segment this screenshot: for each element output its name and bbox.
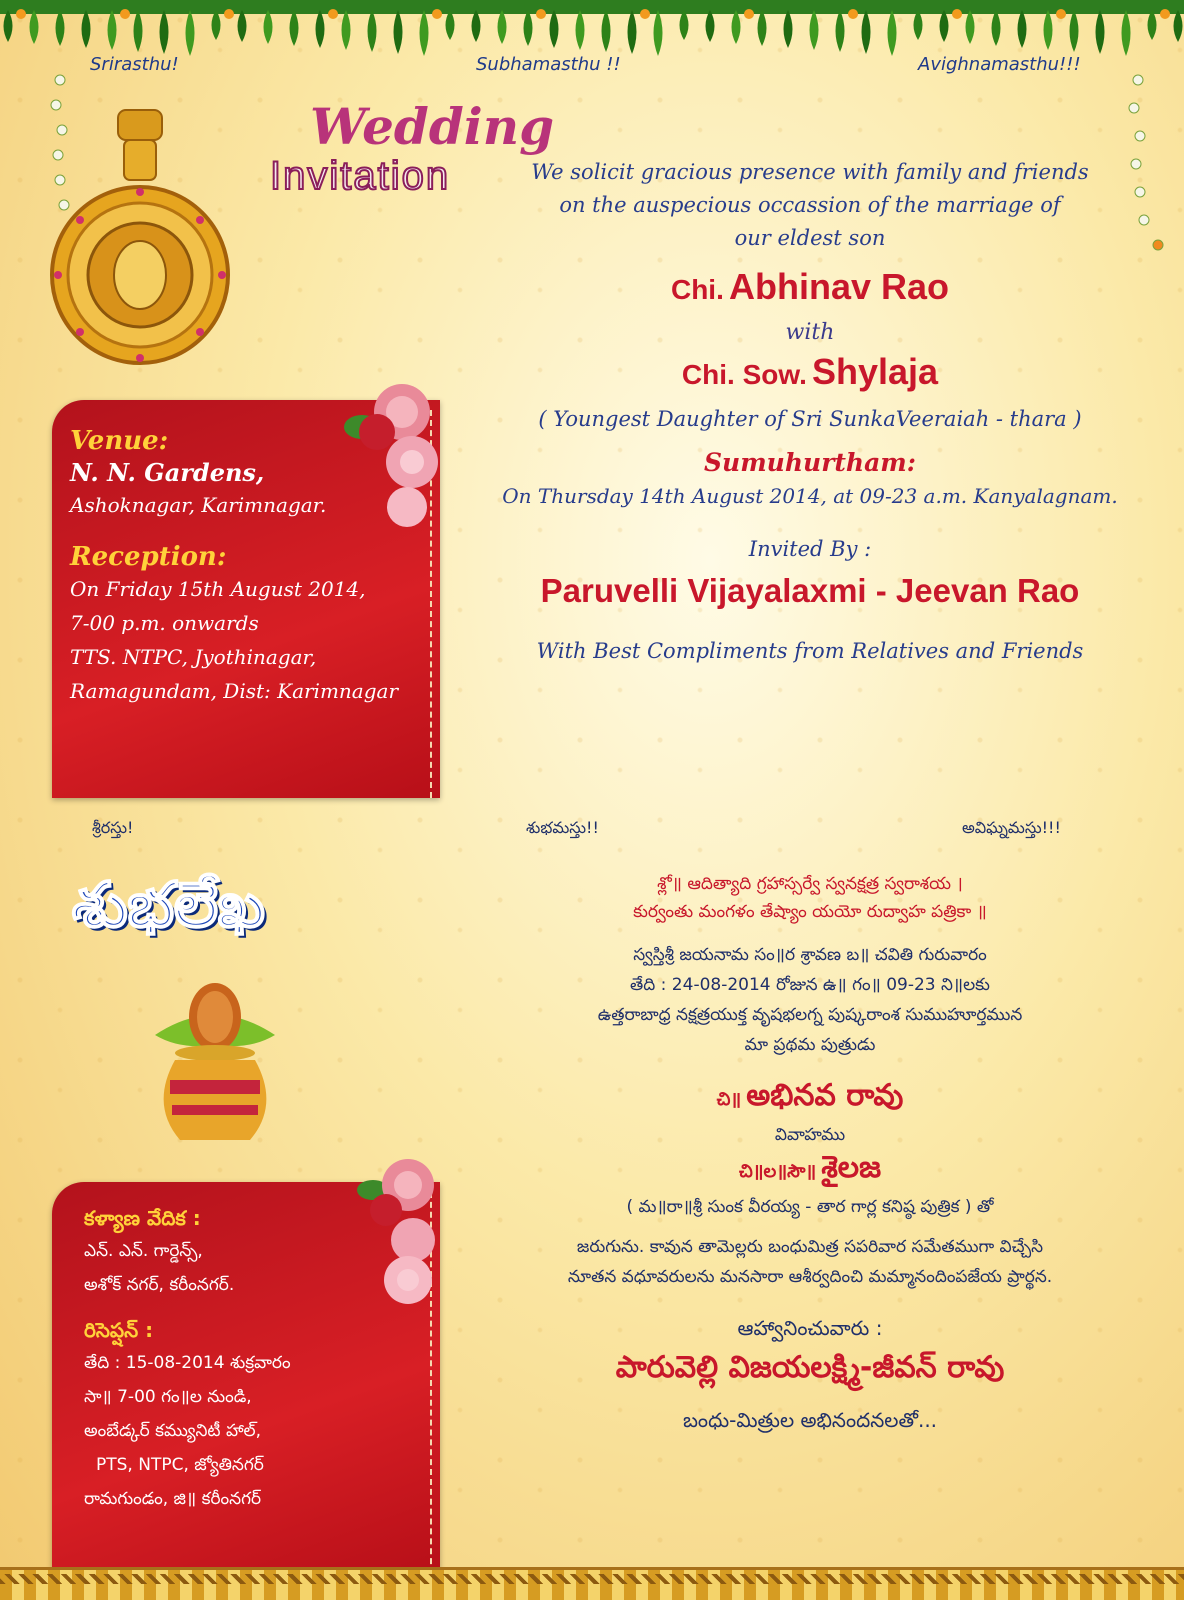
telugu-reception-line-1: తేది : 15-08-2014 శుక్రవారం	[84, 1353, 291, 1373]
venue-title: Venue:	[70, 426, 169, 456]
mango-leaf	[1174, 10, 1183, 42]
telugu-groom-name: అభినవ రావు	[746, 1078, 904, 1113]
telugu-bride-parent: ( మ॥రా॥శ్రీ సుంక వీరయ్య - తార గార్ల కనిష్ఠ పుత్రిక ) తో	[626, 1197, 994, 1217]
marigold	[848, 9, 858, 19]
telugu-bride-prefix: చి॥ల॥సౌ॥	[738, 1161, 817, 1182]
details-line-3: ఉత్తరాబాధ్ర నక్షత్రయుక్త వృషభలగ్న పుష్కరాంశ సుముహూర్తమున	[597, 1005, 1023, 1025]
mango-leaf	[576, 10, 585, 50]
mango-leaf	[446, 10, 455, 40]
mango-leaf	[1018, 10, 1027, 48]
mango-leaf	[836, 10, 845, 52]
mango-leaf	[992, 10, 1001, 46]
mango-leaf	[30, 10, 39, 44]
mango-leaf	[732, 10, 741, 44]
telugu-blessing-center: శుభమస్తు!!	[526, 818, 599, 837]
mango-leaf	[654, 10, 663, 56]
muhurtham-text: On Thursday 14th August 2014, at 09-23 a.m. Kanyalagnam.	[502, 484, 1118, 508]
subhalekha-title: శుభలేఖ	[72, 868, 265, 941]
telugu-reception-title: రిసెప్షన్ :	[84, 1318, 154, 1342]
marigold	[952, 9, 962, 19]
blessing-center: Subhamasthu !!	[476, 54, 621, 75]
marigold	[120, 9, 130, 19]
marigold	[432, 9, 442, 19]
blessing-left: Srirasthu!	[90, 54, 179, 75]
details-line-2: తేది : 24-08-2014 రోజున ఉ॥ గం॥ 09-23 ని॥లకు	[630, 975, 990, 995]
bride-parent: ( Youngest Daughter of Sri SunkaVeeraiah - thara )	[538, 407, 1082, 431]
marigold	[328, 9, 338, 19]
telugu-reception-line-2: సా॥ 7-00 గం॥ల నుండి,	[84, 1387, 252, 1407]
marigold	[224, 9, 234, 19]
groom-name: Abhinav Rao	[728, 266, 949, 307]
telugu-venue-line-2: అశోక్ నగర్, కరీంనగర్.	[84, 1275, 235, 1295]
mango-leaf	[316, 10, 325, 48]
mango-leaf	[1044, 10, 1053, 50]
ganesha-pendant-icon	[40, 100, 240, 370]
sloka-line-1: శ్లో॥ ఆదిత్యాది గ్రహాస్సర్వే స్వనక్షత్ర స్వరాశయ ।	[657, 874, 963, 894]
groom-line	[460, 265, 1160, 316]
intro-line-2: on the auspecious occassion of the marriage of	[559, 193, 1061, 217]
mango-leaf	[160, 10, 169, 54]
telugu-roses-icon	[348, 1150, 458, 1350]
details-line-4: మా ప్రథమ పుత్రుడు	[744, 1035, 876, 1055]
mango-leaf	[4, 10, 13, 42]
muhurtham-title: Sumuhurtham:	[704, 448, 916, 477]
groom-prefix: Chi.	[670, 274, 724, 305]
mango-leaf	[186, 10, 195, 56]
marigold	[744, 9, 754, 19]
mango-leaf	[134, 10, 143, 52]
mango-leaf	[550, 10, 559, 48]
mango-leaf	[1122, 10, 1131, 56]
reception-title: Reception:	[70, 542, 227, 572]
request-line-1: జరుగును. కావున తామెల్లరు బంధుమిత్ర సపరివార సమేతముగా విచ్చేసి	[576, 1237, 1044, 1257]
bottom-border	[0, 1567, 1184, 1600]
invited-by-label: Invited By :	[748, 537, 872, 561]
mango-leaf	[862, 10, 871, 54]
telugu-blessing-right: అవిఘ్నమస్తు!!!	[962, 818, 1061, 837]
mango-leaf	[810, 10, 819, 50]
kalasam-icon	[130, 975, 300, 1155]
mango-leaf	[342, 10, 351, 50]
sloka-line-2: కుర్వంతు మంగళం తేష్యాం యయో రుద్వాహ పత్రికా ॥	[633, 902, 987, 922]
details-line-1: స్వస్తిశ్రీ జయనామ సం॥ర శ్రావణ బ॥ చవితి గురువారం	[633, 945, 987, 965]
bride-name: Shylaja	[811, 351, 939, 392]
telugu-invited-by: పారువెల్లి విజయలక్ష్మి-జీవన్ రావు	[615, 1350, 1005, 1385]
mango-leaf	[524, 10, 533, 46]
mango-leaf	[966, 10, 975, 44]
mango-leaf	[1070, 10, 1079, 52]
venue-place: Ashoknagar, Karimnagar.	[70, 493, 327, 517]
mango-leaf	[368, 10, 377, 52]
with-label: with	[785, 320, 835, 345]
telugu-reception-line-5: రామగుండం, జి॥ కరీంనగర్	[84, 1489, 262, 1509]
telugu-groom-line	[460, 1076, 1160, 1120]
telugu-bride-line	[460, 1150, 1160, 1190]
telugu-bride-name: శైలజ	[821, 1150, 882, 1185]
intro-line-1: We solicit gracious presence with family and friends	[531, 160, 1089, 184]
intro-line-3: our eldest son	[734, 226, 886, 250]
request-line-2: నూతన వధూవరులను మనసారా ఆశీర్వదించి మమ్మానందింపజేయ ప్రార్థన.	[567, 1267, 1053, 1287]
telugu-groom-prefix: చి॥	[716, 1089, 742, 1110]
bride-prefix: Chi. Sow.	[681, 359, 807, 390]
mango-leaf	[264, 10, 273, 44]
telugu-compliments: బంధు-మిత్రుల అభినందనలతో...	[682, 1408, 938, 1432]
marigold	[1056, 9, 1066, 19]
compliments: With Best Compliments from Relatives and Friends	[536, 639, 1084, 663]
mango-leaf	[238, 10, 247, 42]
bride-line	[460, 350, 1160, 401]
mango-leaf	[82, 10, 91, 48]
vivahamu-label: వివాహము	[774, 1125, 846, 1145]
telugu-venue-line-1: ఎన్. ఎన్. గార్డెన్స్,	[84, 1241, 203, 1261]
mango-leaf	[394, 10, 403, 54]
mango-leaf	[602, 10, 611, 52]
telugu-reception-line-4: PTS, NTPC, జ్యోతినగర్	[96, 1455, 264, 1475]
mango-leaf	[888, 10, 897, 56]
mango-leaf	[1096, 10, 1105, 54]
marigold	[1160, 9, 1170, 19]
title-wedding: Wedding	[310, 97, 555, 156]
mango-leaf	[1148, 10, 1157, 40]
telugu-invite	[460, 870, 1160, 1438]
mango-leaf	[212, 10, 221, 40]
telugu-invited-by-label: ఆహ్వానించువారు :	[737, 1316, 883, 1340]
blessing-right: Avighnamasthu!!!	[918, 54, 1081, 75]
reception-line-4: Ramagundam, Dist: Karimnagar	[70, 679, 399, 703]
invited-by-names: Paruvelli Vijayalaxmi - Jeevan Rao	[540, 572, 1080, 609]
mango-leaf-garland	[0, 0, 1184, 60]
telugu-blessing-left: శ్రీరస్తు!	[92, 818, 134, 837]
mango-leaf	[498, 10, 507, 44]
mango-leaf	[290, 10, 299, 46]
marigold	[640, 9, 650, 19]
reception-line-1: On Friday 15th August 2014,	[70, 577, 366, 601]
english-invite	[460, 156, 1160, 669]
mango-leaf	[420, 10, 429, 56]
mango-leaf	[680, 10, 689, 40]
mango-leaf	[472, 10, 481, 42]
mango-leaf	[628, 10, 637, 54]
reception-line-3: TTS. NTPC, Jyothinagar,	[70, 645, 317, 669]
mango-leaf	[108, 10, 117, 50]
telugu-venue-title: కళ్యాణ వేదిక :	[84, 1206, 201, 1230]
mango-leaf	[784, 10, 793, 48]
mango-leaf	[706, 10, 715, 42]
mango-leaf	[940, 10, 949, 42]
marigold	[16, 9, 26, 19]
mango-leaf	[56, 10, 65, 46]
title-invitation: Invitation	[270, 154, 451, 198]
roses-icon	[332, 372, 462, 532]
mango-leaf	[758, 10, 767, 46]
venue-name: N. N. Gardens,	[70, 458, 265, 487]
reception-line-2: 7-00 p.m. onwards	[70, 611, 259, 635]
telugu-reception-line-3: అంబేడ్కర్ కమ్యునిటీ హాల్,	[84, 1421, 261, 1441]
marigold	[536, 9, 546, 19]
mango-leaf	[914, 10, 923, 40]
